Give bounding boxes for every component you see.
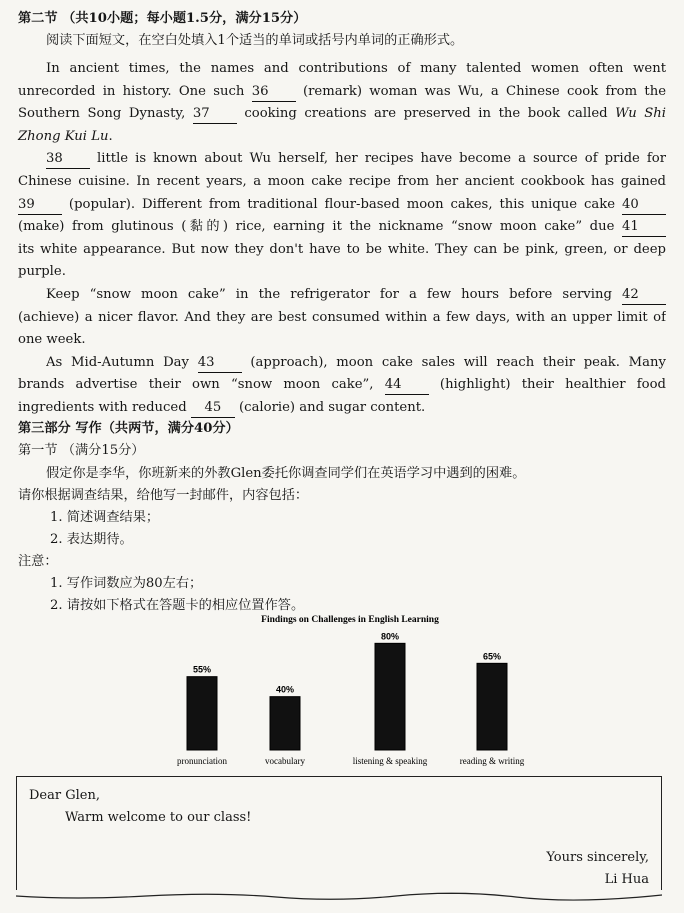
letter-greeting: Dear Glen, bbox=[29, 788, 100, 803]
letter-box bbox=[16, 776, 662, 894]
answer-blank[interactable]: 43 bbox=[198, 354, 242, 373]
passage-text: (calorie) and sugar content. bbox=[234, 400, 426, 415]
answer-blank[interactable]: 42 bbox=[622, 286, 666, 305]
writing-prompt-1: 假定你是李华，你班新来的外教Glen委托你调查同学们在英语学习中遇到的困难。 bbox=[46, 466, 526, 481]
answer-blank[interactable]: 40 bbox=[622, 196, 666, 215]
passage-line bbox=[18, 216, 666, 238]
chart-bar bbox=[477, 663, 507, 750]
passage-line bbox=[18, 261, 666, 283]
answer-blank[interactable]: 36 bbox=[252, 83, 296, 102]
passage-text: ingredients with reduced bbox=[18, 400, 191, 415]
chart-bar bbox=[375, 643, 405, 750]
passage-text: (popular). Different from traditional flour-based moon cakes, this unique cake bbox=[62, 196, 622, 212]
passage-line bbox=[18, 397, 666, 419]
passage-text: (approach), moon cake sales will reach their peak. Many bbox=[241, 354, 666, 370]
chart-value-label: 80% bbox=[380, 631, 400, 642]
passage-text: . bbox=[108, 128, 113, 144]
chart-category-label: reading & writing bbox=[459, 756, 525, 766]
passage-line bbox=[18, 194, 666, 216]
passage-line bbox=[46, 58, 666, 80]
chart-value-label: 40% bbox=[275, 684, 295, 695]
section-instruction: 阅读下面短文，在空白处填入1个适当的单词或括号内单词的正确形式。 bbox=[46, 33, 464, 48]
letter-signature: Li Hua bbox=[604, 872, 649, 887]
answer-blank[interactable]: 38 bbox=[46, 150, 90, 169]
passage-text: As Mid-Autumn Day bbox=[46, 354, 198, 370]
book-title: Wu Shi bbox=[615, 106, 666, 122]
chart-bar bbox=[270, 697, 300, 750]
chart-category-label: vocabulary bbox=[265, 756, 305, 766]
prompt-item-2: 2. 表达期待。 bbox=[50, 532, 133, 547]
passage-line bbox=[18, 307, 666, 329]
passage-text: little is known about Wu herself, her recipes have become a source of pride for bbox=[90, 151, 666, 167]
part3-subheader: 第一节 （满分15分） bbox=[18, 443, 145, 458]
chart-category-label: listening & speaking bbox=[352, 756, 428, 766]
passage-text: cooking creations are preserved in the book called bbox=[236, 106, 616, 122]
book-title: Zhong Kui Lu bbox=[18, 128, 109, 144]
passage-text: brands advertise their own “snow moon cake”, bbox=[18, 377, 385, 393]
answer-blank[interactable]: 37 bbox=[193, 105, 237, 124]
answer-blank[interactable]: 41 bbox=[622, 218, 666, 237]
passage-line bbox=[18, 103, 666, 125]
passage-text: (remark) woman was Wu, a Chinese cook from the bbox=[295, 83, 666, 99]
bar-chart bbox=[140, 612, 560, 772]
note-label: 注意： bbox=[18, 554, 58, 569]
passage-line bbox=[18, 81, 666, 103]
letter-opening-line: Warm welcome to our class! bbox=[65, 810, 252, 825]
note-item-1: 1. 写作词数应为80左右； bbox=[50, 576, 203, 591]
passage-text: (make) from glutinous (黏的) rice, earning it the nickname “snow moon cake” due bbox=[18, 219, 622, 235]
chart-value-label: 55% bbox=[192, 664, 212, 675]
passage-text: (achieve) a nicer flavor. And they are best consumed within a few days, with an upper limit of bbox=[18, 309, 666, 325]
passage-text: one week. bbox=[18, 332, 86, 348]
section-header: 第二节 （共10小题；每小题1.5分，满分15分） bbox=[18, 11, 307, 26]
passage-line bbox=[46, 148, 666, 170]
torn-edge bbox=[16, 890, 662, 902]
passage-text: its white appearance. But now they don't have to be white. They can be pink, green, or deep bbox=[18, 241, 666, 257]
chart-title: Findings on Challenges in English Learning bbox=[261, 615, 439, 625]
passage-text: (highlight) their healthier food bbox=[428, 377, 666, 393]
note-item-2: 2. 请按如下格式在答题卡的相应位置作答。 bbox=[50, 598, 305, 613]
passage-text: Keep “snow moon cake” in the refrigerator for a few hours before serving bbox=[46, 287, 622, 302]
chart-category-label: pronunciation bbox=[177, 756, 227, 766]
answer-blank[interactable]: 45 bbox=[191, 399, 235, 418]
passage-text: Chinese cuisine. In recent years, a moon cake recipe from her ancient cookbook has gained bbox=[18, 174, 666, 189]
chart-value-label: 65% bbox=[482, 651, 502, 662]
passage-line bbox=[18, 239, 666, 261]
passage-text: In ancient times, the names and contributions of many talented women often went bbox=[46, 61, 666, 76]
passage-line bbox=[46, 352, 666, 374]
passage-text: Southern Song Dynasty, bbox=[18, 106, 193, 122]
part3-header: 第三部分 写作（共两节，满分40分） bbox=[18, 421, 239, 436]
writing-prompt-2: 请你根据调查结果，给他写一封邮件，内容包括： bbox=[18, 488, 309, 503]
prompt-item-1: 1. 简述调查结果； bbox=[50, 510, 160, 525]
passage-line bbox=[18, 126, 666, 148]
passage-line bbox=[18, 329, 666, 351]
passage-line bbox=[46, 284, 666, 306]
passage-line bbox=[18, 374, 666, 396]
answer-blank[interactable]: 44 bbox=[385, 376, 429, 395]
answer-blank[interactable]: 39 bbox=[18, 196, 62, 215]
passage-text: unrecorded in history. One such bbox=[18, 83, 252, 99]
letter-closing: Yours sincerely, bbox=[546, 850, 649, 865]
passage-text: purple. bbox=[18, 264, 66, 280]
passage-line bbox=[18, 171, 666, 193]
chart-bar bbox=[187, 677, 217, 750]
